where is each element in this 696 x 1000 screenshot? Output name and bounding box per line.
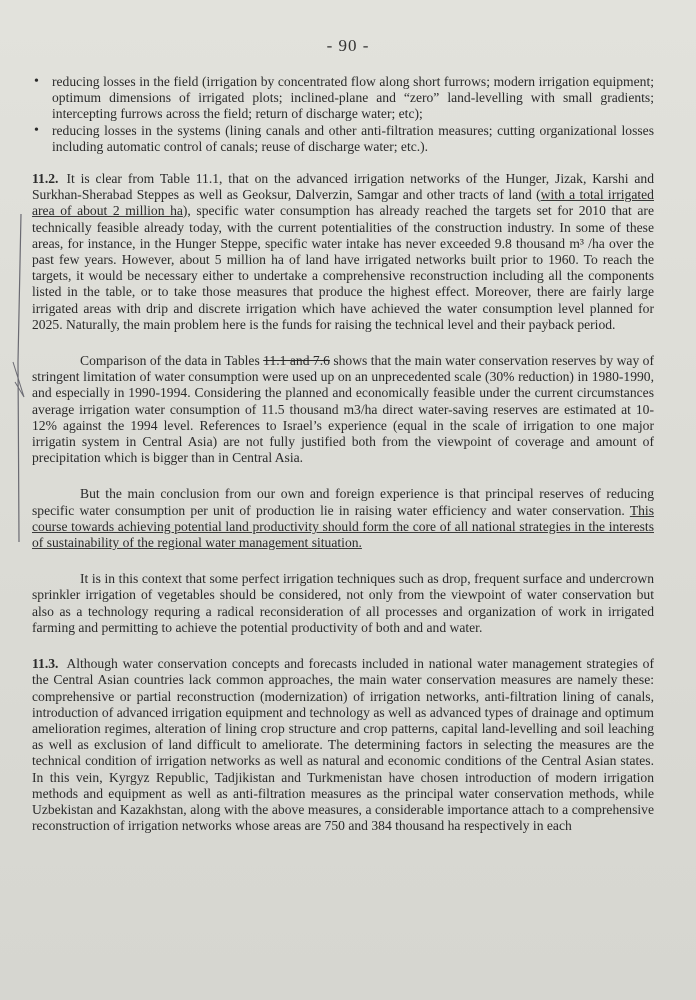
- document-body: [32, 74, 654, 834]
- section-11-3-paragraph: [32, 656, 654, 834]
- paragraph-text: Although water conservation concepts and forecasts included in national water management strategies of the Central Asian countries lack common approaches, the main water conservation measures are namely these: comprehensive or partial reconstruction (modernization) of irrigation networks, anti-filtration lining of canals, introduction of advanced irrigation equipment and technology as well as advanced types of drainage and optimum amelioration regimes, alteration of lining crop structure and crop patterns, capital land-levelling and soil leaching as well as exclusion of land difficult to ameliorate. The determining factors in selecting the measures are the technical condition of irrigation networks as well as natural and economic conditions of the Central Asian states. In this vein, Kyrgyz Republic, Tadjikistan and Turkmenistan have chosen introduction of modern irrigation methods and equipment as well as anti-filtration measures as the principal water conservation methods, while Uzbekistan and Kazakhstan, along with the above measures, a considerable importance attach to a comprehensive reconstruction of irrigation networks whose areas are 750 and 384 thousand ha respectively in each: [32, 656, 654, 834]
- paragraph-text: But the main conclusion from our own and foreign experience is that principal reserves of reducing specific water consumption per unit of production lie in raising water efficiency and water conservation.: [32, 486, 654, 518]
- section-number: 11.3.: [32, 656, 59, 672]
- underlined-text: This course towards achieving potential land productivity should form the core of all national strategies in the interests of sustainability of the regional water management situation.: [32, 502, 654, 551]
- struck-text: 11.1 and 7.6: [263, 353, 330, 369]
- handwritten-margin-mark: [10, 212, 28, 552]
- underlined-text: with a total irrigated area of about 2 million ha: [32, 187, 654, 219]
- paragraph-text: It is clear from Table 11.1, that on the advanced irrigation networks of the Hunger, Jizak, Karshi and Surkhan-Sherabad Steppes as well as Geoksur, Dalverzin, Samgar and other tracts of land (: [32, 171, 654, 203]
- paragraph-text: Comparison of the data in Tables: [80, 353, 264, 369]
- bullet-item-field-losses: • reducing losses in the field (irrigation by concentrated flow along short furrows; modern irrigation equipment; optimum dimensions of irrigated plots; inclined-plane and “zero” land-levelling with small gradients; intercepting furrows across the field; return of discharge water; etc);: [32, 74, 654, 123]
- bullet-item-system-losses: • reducing losses in the systems (lining canals and other anti-filtration measures; cutting organizational losses including automatic control of canals; reuse of discharge water; etc.).: [32, 123, 654, 155]
- comparison-paragraph: [32, 353, 654, 466]
- section-11-2-paragraph: [32, 171, 654, 333]
- paragraph-text: shows that the main water conservation reserves by way of stringent limitation of water consumption were used up on an unprecedented scale (30% reduction) in 1980-1990, and especially in 1990-1994. Considering the planned and economically feasible under the current circumstances average irrigation water consumption of 11.5 thousand m3/ha direct water-saving reserves are estimated at 10-12% against the 1994 level. References to Israel’s experience (equal in the scale of irrigation to one major irrigatin system in Central Asia) are not fully justified both from the viewpoint of coverage and amount of precipitation which is bigger than in Central Asia.: [32, 353, 655, 466]
- paragraph-text: ), specific water consumption has already reached the targets set for 2010 that are technically feasible already today, with the current potentialities of the construction industry. In some of these areas, for instance, in the Hunger Steppe, specific water intake has never exceeded 9.8 thousand m³ /ha over the past few years. However, about 5 million ha of land have irrigated networks built prior to 1960. To reach the targets, it would be necessary either to undertake a comprehensive reconstruction including all the components listed in the table, or to take those measures that produce the highest effect. Moreover, there are fairly large irrigated areas with drip and discrete irrigation which have achieved the water consumption level planned for 2025. Naturally, the main problem here is the funds for raising the technical level and their payback period.: [32, 203, 654, 332]
- bullet-list: [32, 74, 654, 155]
- conclusion-paragraph: [32, 486, 654, 551]
- context-paragraph: It is in this context that some perfect irrigation techniques such as drop, frequent surface and undercrown sprinkler irrigation of vegetables should be considered, not only from the viewpoint of water conservation but also as a technology requring a radical reconsideration of all processes and organization of work in irrigated farming and permitting to achieve the potential productivity of both and and water.: [32, 571, 654, 635]
- page-number: - 90 -: [326, 36, 370, 55]
- section-number: 11.2.: [32, 171, 59, 187]
